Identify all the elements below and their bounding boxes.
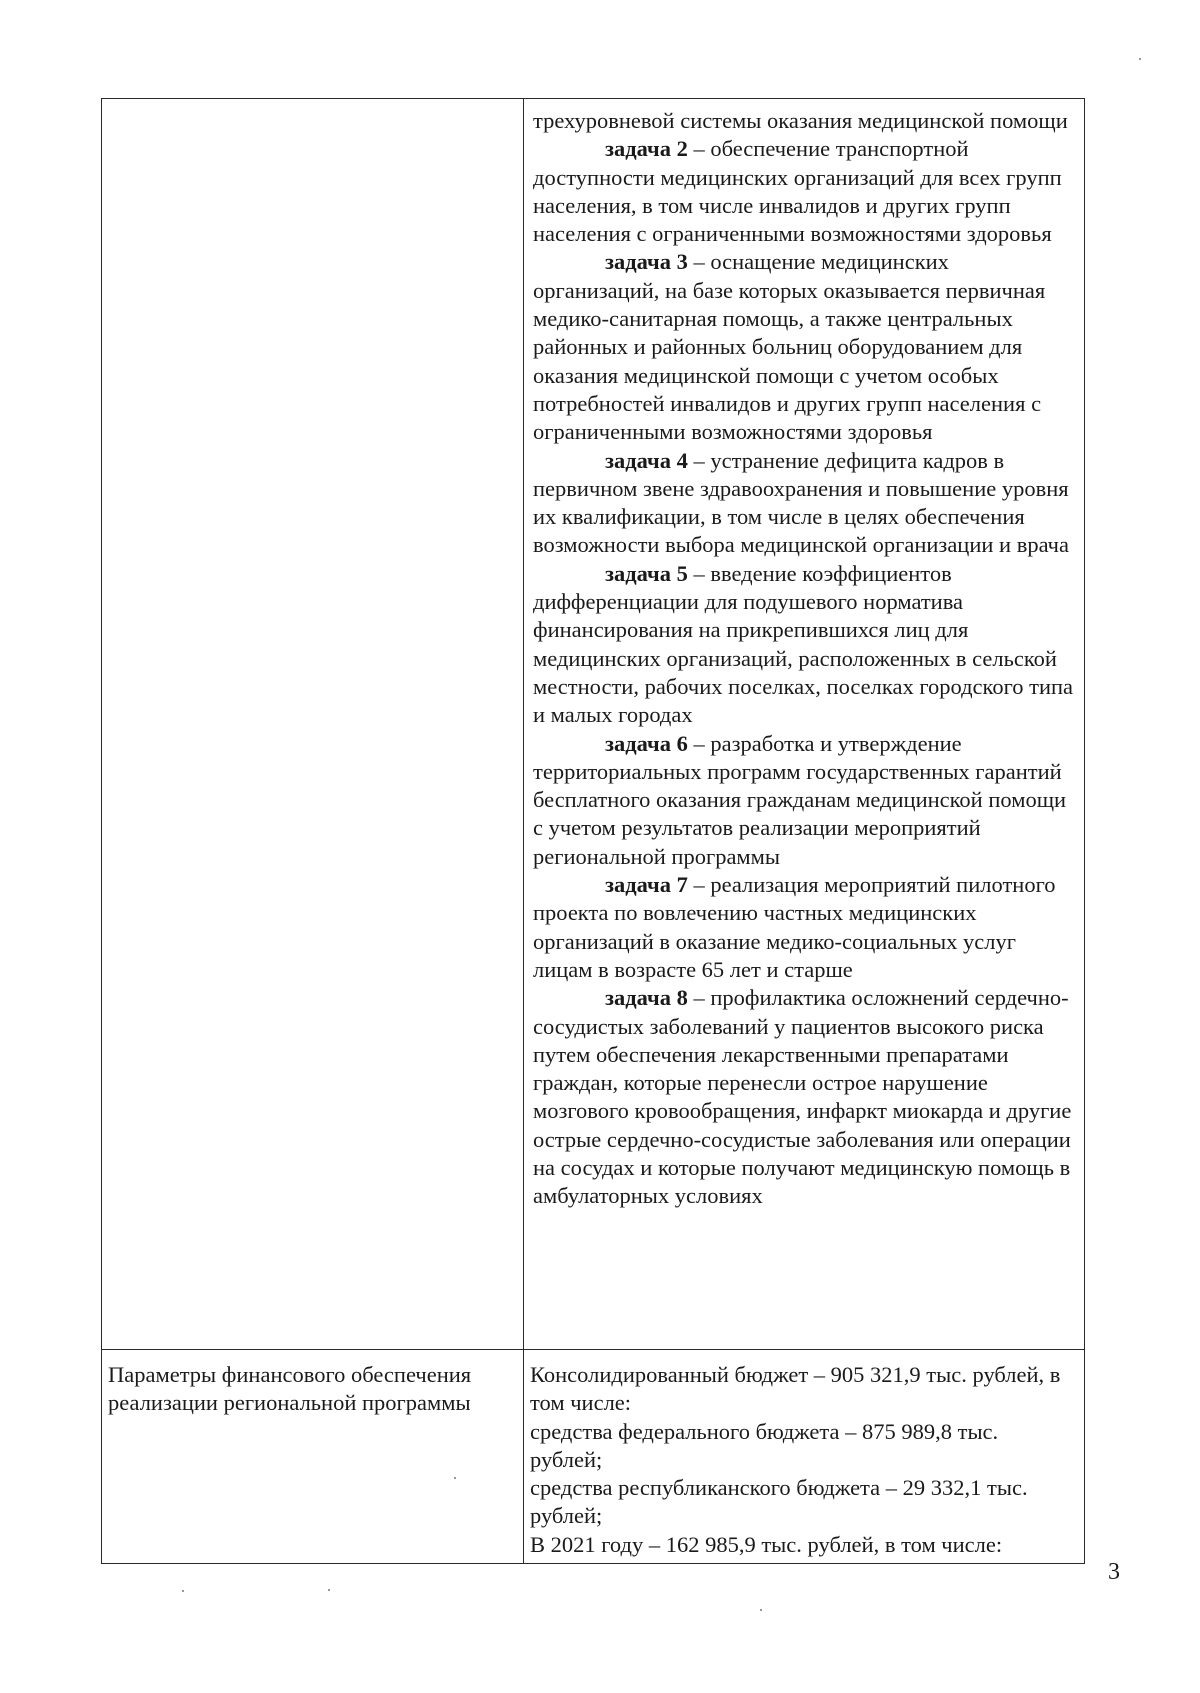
table-cell-empty <box>102 99 524 1350</box>
year-2021-budget: В 2021 году – 162 985,9 тыс. рублей, в том числе: <box>530 1531 1003 1557</box>
table-row <box>102 1350 1085 1564</box>
task-label: задача 6 <box>605 730 688 756</box>
task-item <box>533 447 1076 560</box>
tasks-cell <box>524 99 1085 1350</box>
table-row <box>102 99 1085 1350</box>
scan-speck <box>760 1609 762 1611</box>
consolidated-budget: Консолидированный бюджет – 905 321,9 тыс. рублей, в том числе: <box>530 1362 1061 1416</box>
task-item <box>533 135 1076 248</box>
federal-budget: средства федерального бюджета – 875 989,8 тыс. рублей; <box>530 1418 999 1472</box>
task-item <box>533 248 1076 446</box>
task-text: – устранение дефицита кадров в первичном звене здравоохранения и повышение уровня их квалификации, в том числе в целях обеспечения возможности выбора медицинской организации и врача <box>533 447 1069 558</box>
task-text: – разработка и утверждение территориальных программ государственных гарантий бесплатного оказания гражданам медицинской помощи с учетом результатов реализации мероприятий региональной программы <box>533 730 1067 869</box>
task-label: задача 3 <box>605 249 688 275</box>
republican-budget: средства республиканского бюджета – 29 332,1 тыс. рублей; <box>530 1475 1028 1529</box>
task-text: – оснащение медицинских организаций, на базе которых оказывается первичная медико-санитарная помощь, а также центральных районных и районных больниц оборудованием для оказания медицинской помощи с учетом особых потребностей инвалидов и других групп населения с ограниченными возможностями здоровья <box>533 249 1046 445</box>
task-text: – введение коэффициентов дифференциации для подушевого норматива финансирования на прикрепившихся лиц для медицинских организаций, расположенных в сельской местности, рабочих поселках, поселках городского типа и малых городах <box>533 560 1074 728</box>
task-text: – обеспечение транспортной доступности медицинских организаций для всех групп населения, в том числе инвалидов и других групп населения с ограниченными возможностями здоровья <box>533 136 1062 247</box>
task-item <box>533 730 1076 871</box>
task-item <box>533 984 1076 1210</box>
tasks-intro: трехуровневой системы оказания медицинской помощи <box>533 108 1068 133</box>
task-item <box>533 871 1076 984</box>
program-passport-table <box>101 98 1085 1564</box>
task-label: задача 8 <box>605 985 688 1011</box>
task-label: задача 2 <box>605 136 688 162</box>
financing-label: Параметры финансового обеспечения реализации региональной программы <box>108 1362 472 1416</box>
scan-speck <box>454 1477 456 1479</box>
scan-speck <box>328 1589 330 1591</box>
scan-speck <box>1139 58 1141 60</box>
financing-label-cell <box>102 1350 524 1564</box>
task-text: – реализация мероприятий пилотного проекта по вовлечению частных медицинских организаций в оказание медико-социальных услуг лицам в возрасте 65 лет и старше <box>533 872 1056 982</box>
financing-values-cell <box>524 1350 1085 1564</box>
scan-speck <box>182 1590 184 1592</box>
page-number: 3 <box>1108 1559 1120 1585</box>
task-label: задача 4 <box>605 447 688 473</box>
task-text: – профилактика осложнений сердечно-сосудистых заболеваний у пациентов высокого риска путем обеспечения лекарственными препаратами граждан, которые перенесли острое нарушение мозгового кровообращения, инфаркт миокарда и другие острые сердечно-сосудистые заболевания или операции на сосудах и которые получают медицинскую помощь в амбулаторных условиях <box>533 985 1072 1209</box>
task-label: задача 7 <box>605 872 688 898</box>
task-item <box>533 560 1076 730</box>
task-label: задача 5 <box>605 560 688 586</box>
